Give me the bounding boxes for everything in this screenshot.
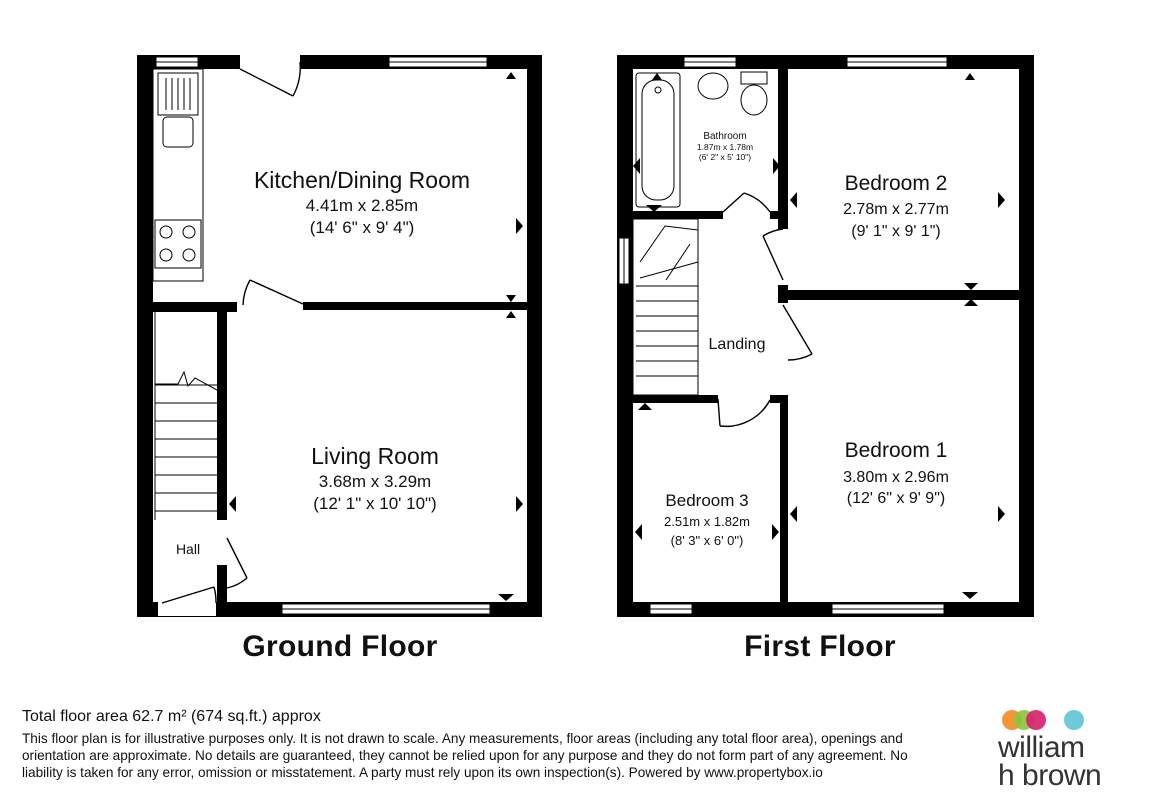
ground-stairs xyxy=(155,312,217,520)
room-bathroom xyxy=(697,131,753,162)
first-floor-title: First Floor xyxy=(744,630,896,663)
svg-text:Bedroom 1: Bedroom 1 xyxy=(844,439,948,462)
svg-text:Bedroom 2: Bedroom 2 xyxy=(844,172,948,195)
svg-text:Kitchen/Dining Room: Kitchen/Dining Room xyxy=(253,167,471,193)
ground-dimension-arrows xyxy=(229,72,523,601)
disclaimer-text: This floor plan is for illustrative purposes only. It is not drawn to scale. Any measurements, floor areas (including any total floor area), openings and orientation are approximate. No details are guaranteed, they cannot be relied upon for any purpose and they do not form part of any agreement. No liability is taken for any error, omission or misstatement. A party must rely upon its own inspection(s). Powered by www.propertybox.io xyxy=(22,731,908,780)
room-hall xyxy=(176,541,200,557)
svg-text:2.51m x 1.82m: 2.51m x 1.82m xyxy=(664,514,750,529)
svg-text:(9' 1" x 9' 1"): (9' 1" x 9' 1") xyxy=(851,223,941,240)
svg-text:(8' 3" x 6' 0"): (8' 3" x 6' 0") xyxy=(670,533,744,548)
ground-floor-title: Ground Floor xyxy=(242,630,438,663)
svg-text:Bathroom: Bathroom xyxy=(703,131,747,142)
svg-text:(12' 1" x 10' 10"): (12' 1" x 10' 10") xyxy=(313,494,437,513)
room-bedroom-3 xyxy=(664,491,750,548)
room-bedroom-2 xyxy=(843,172,949,240)
svg-text:2.78m x 2.77m: 2.78m x 2.77m xyxy=(843,201,949,218)
svg-text:(12' 6" x 9' 9"): (12' 6" x 9' 9") xyxy=(846,490,946,507)
first-doors xyxy=(718,193,812,426)
ground-floor-plan xyxy=(137,55,542,617)
svg-text:3.68m x 3.29m: 3.68m x 3.29m xyxy=(318,472,432,491)
logo-line-2: h brown xyxy=(998,759,1102,792)
svg-text:Hall: Hall xyxy=(175,541,201,557)
svg-text:(6' 2" x 5' 10"): (6' 2" x 5' 10") xyxy=(698,152,752,162)
room-bedroom-1 xyxy=(843,439,949,507)
svg-text:4.41m x 2.85m: 4.41m x 2.85m xyxy=(305,196,419,215)
svg-text:3.80m x 2.96m: 3.80m x 2.96m xyxy=(843,469,949,486)
first-floor-plan xyxy=(617,55,1034,617)
svg-text:Living Room: Living Room xyxy=(311,443,439,469)
logo-dot-pink xyxy=(1026,710,1046,730)
ground-windows xyxy=(156,57,490,614)
william-h-brown-logo xyxy=(998,706,1138,802)
kitchen-worktop xyxy=(153,69,203,281)
bathroom-fittings xyxy=(636,72,767,207)
svg-text:Landing: Landing xyxy=(708,336,766,353)
room-landing xyxy=(709,336,766,353)
room-kitchen-dining xyxy=(254,167,470,237)
total-floor-area: Total floor area 62.7 m² (674 sq.ft.) approx xyxy=(22,708,321,725)
first-stairs xyxy=(633,219,698,395)
room-living-room xyxy=(311,443,439,513)
logo-line-1: william xyxy=(998,731,1085,764)
logo-wordmark xyxy=(998,731,1102,792)
svg-text:Bedroom 3: Bedroom 3 xyxy=(665,491,749,510)
svg-text:1.87m x 1.78m: 1.87m x 1.78m xyxy=(696,142,754,152)
kitchen-living-door xyxy=(243,280,303,305)
logo-dot-blue xyxy=(1064,710,1084,730)
svg-text:(14' 6" x 9' 4"): (14' 6" x 9' 4") xyxy=(309,218,415,237)
